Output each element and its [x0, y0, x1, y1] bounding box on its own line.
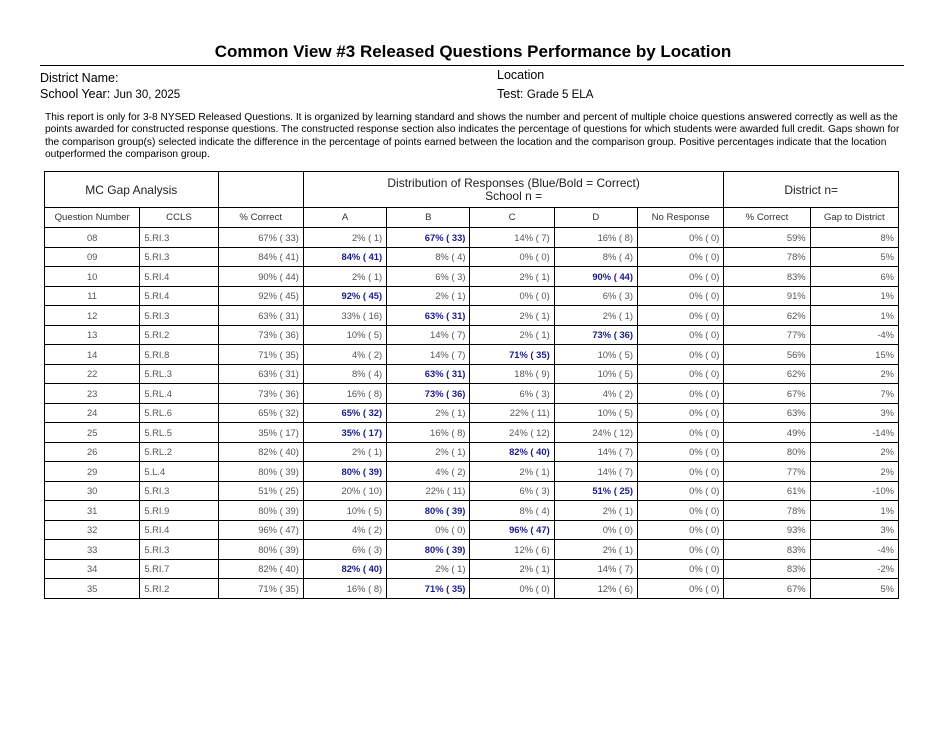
test-value: Grade 5 ELA	[526, 89, 594, 101]
gap-cell: 1%	[810, 501, 898, 521]
table-row	[45, 247, 899, 267]
no-response-cell: 0% ( 0)	[638, 384, 724, 404]
question-number: 25	[45, 423, 140, 443]
option-b-cell: 80% ( 39)	[387, 501, 470, 521]
no-response-cell: 0% ( 0)	[638, 345, 724, 365]
option-b-cell: 4% ( 2)	[387, 462, 470, 482]
option-b-cell: 14% ( 7)	[387, 325, 470, 345]
pct-correct-cell: 67% ( 33)	[218, 228, 303, 248]
option-a-cell: 10% ( 5)	[303, 325, 386, 345]
table-row	[45, 520, 899, 540]
report-description: This report is only for 3-8 NYSED Released Questions. It is organized by learning standard and shows the number and percent of multiple choice questions answered correctly as well as the points awarded for constructed response questions. The constructed response section also indicates the percentage of questions for which students were awarded full credit. Gaps shown for the comparison group(s) selected indicate the difference in the percentage of points earned between the location and the comparison group. Positive percentages indicate that the location outperformed the comparison group.	[45, 112, 900, 161]
option-d-cell: 6% ( 3)	[554, 286, 637, 306]
gap-cell: 5%	[810, 247, 898, 267]
ccls-cell: 5.RL.6	[140, 403, 218, 423]
ccls-cell: 5.RL.4	[140, 384, 218, 404]
gap-cell: 5%	[810, 579, 898, 599]
pct-correct-cell: 80% ( 39)	[218, 462, 303, 482]
pct-correct-cell: 51% ( 25)	[218, 481, 303, 501]
column-header-row	[45, 208, 899, 228]
pct-correct-cell: 65% ( 32)	[218, 403, 303, 423]
option-c-cell: 2% ( 1)	[470, 267, 554, 287]
no-response-cell: 0% ( 0)	[638, 267, 724, 287]
pct-correct-cell: 90% ( 44)	[218, 267, 303, 287]
gap-cell: -2%	[810, 559, 898, 579]
option-d-cell: 2% ( 1)	[554, 501, 637, 521]
option-d-cell: 14% ( 7)	[554, 462, 637, 482]
district-pct-cell: 83%	[724, 540, 810, 560]
option-d-cell: 10% ( 5)	[554, 364, 637, 384]
table-row	[45, 423, 899, 443]
option-a-cell: 2% ( 1)	[303, 228, 386, 248]
table-row	[45, 384, 899, 404]
district-pct-cell: 83%	[724, 559, 810, 579]
table-row	[45, 559, 899, 579]
option-a-cell: 4% ( 2)	[303, 345, 386, 365]
ccls-cell: 5.RL.2	[140, 442, 218, 462]
ccls-cell: 5.RI.3	[140, 247, 218, 267]
pct-correct-cell: 71% ( 35)	[218, 345, 303, 365]
district-pct-cell: 91%	[724, 286, 810, 306]
option-b-cell: 80% ( 39)	[387, 540, 470, 560]
option-d-cell: 2% ( 1)	[554, 540, 637, 560]
option-c-cell: 0% ( 0)	[470, 247, 554, 267]
table-row	[45, 267, 899, 287]
option-b-cell: 67% ( 33)	[387, 228, 470, 248]
option-c-cell: 24% ( 12)	[470, 423, 554, 443]
ccls-cell: 5.RI.3	[140, 540, 218, 560]
option-a-cell: 92% ( 45)	[303, 286, 386, 306]
district-pct-cell: 61%	[724, 481, 810, 501]
district-pct-cell: 80%	[724, 442, 810, 462]
district-name-label: District Name:	[40, 71, 119, 85]
gap-cell: 1%	[810, 286, 898, 306]
title-divider	[40, 65, 904, 66]
option-a-cell: 65% ( 32)	[303, 403, 386, 423]
option-d-cell: 24% ( 12)	[554, 423, 637, 443]
ccls-cell: 5.RL.3	[140, 364, 218, 384]
col-no-response: No Response	[638, 208, 724, 228]
ccls-cell: 5.RI.4	[140, 286, 218, 306]
pct-correct-cell: 73% ( 36)	[218, 325, 303, 345]
option-b-cell: 16% ( 8)	[387, 423, 470, 443]
option-b-cell: 71% ( 35)	[387, 579, 470, 599]
no-response-cell: 0% ( 0)	[638, 481, 724, 501]
ccls-cell: 5.RI.4	[140, 267, 218, 287]
option-b-cell: 8% ( 4)	[387, 247, 470, 267]
option-d-cell: 14% ( 7)	[554, 559, 637, 579]
no-response-cell: 0% ( 0)	[638, 228, 724, 248]
no-response-cell: 0% ( 0)	[638, 462, 724, 482]
question-number: 22	[45, 364, 140, 384]
district-n-header: District n=	[724, 172, 899, 208]
ccls-cell: 5.RI.8	[140, 345, 218, 365]
ccls-cell: 5.RI.7	[140, 559, 218, 579]
gap-cell: 2%	[810, 462, 898, 482]
option-b-cell: 2% ( 1)	[387, 442, 470, 462]
gap-cell: -10%	[810, 481, 898, 501]
option-c-cell: 96% ( 47)	[470, 520, 554, 540]
option-c-cell: 18% ( 9)	[470, 364, 554, 384]
gap-cell: 8%	[810, 228, 898, 248]
col-district-pct-correct: % Correct	[724, 208, 810, 228]
district-pct-cell: 78%	[724, 501, 810, 521]
option-d-cell: 8% ( 4)	[554, 247, 637, 267]
pct-correct-cell: 73% ( 36)	[218, 384, 303, 404]
gap-cell: -4%	[810, 325, 898, 345]
question-number: 24	[45, 403, 140, 423]
question-number: 08	[45, 228, 140, 248]
option-a-cell: 20% ( 10)	[303, 481, 386, 501]
test-label: Test:	[497, 87, 524, 101]
option-d-cell: 12% ( 6)	[554, 579, 637, 599]
no-response-cell: 0% ( 0)	[638, 364, 724, 384]
option-b-cell: 14% ( 7)	[387, 345, 470, 365]
option-a-cell: 33% ( 16)	[303, 306, 386, 326]
option-d-cell: 14% ( 7)	[554, 442, 637, 462]
gap-cell: 1%	[810, 306, 898, 326]
school-year-label: School Year:	[40, 87, 111, 101]
ccls-cell: 5.RL.5	[140, 423, 218, 443]
col-pct-correct: % Correct	[218, 208, 303, 228]
question-number: 26	[45, 442, 140, 462]
option-c-cell: 22% ( 11)	[470, 403, 554, 423]
option-c-cell: 2% ( 1)	[470, 462, 554, 482]
table-row	[45, 306, 899, 326]
option-b-cell: 0% ( 0)	[387, 520, 470, 540]
no-response-cell: 0% ( 0)	[638, 540, 724, 560]
pct-correct-cell: 84% ( 41)	[218, 247, 303, 267]
mc-gap-table	[44, 171, 899, 599]
option-c-cell: 71% ( 35)	[470, 345, 554, 365]
option-d-cell: 10% ( 5)	[554, 403, 637, 423]
col-ccls: CCLS	[140, 208, 218, 228]
gap-cell: 7%	[810, 384, 898, 404]
option-a-cell: 2% ( 1)	[303, 442, 386, 462]
option-b-cell: 73% ( 36)	[387, 384, 470, 404]
option-c-cell: 6% ( 3)	[470, 481, 554, 501]
ccls-cell: 5.RI.3	[140, 306, 218, 326]
ccls-cell: 5.RI.3	[140, 481, 218, 501]
option-d-cell: 90% ( 44)	[554, 267, 637, 287]
school-year	[40, 87, 180, 101]
question-number: 33	[45, 540, 140, 560]
pct-correct-cell: 71% ( 35)	[218, 579, 303, 599]
pct-correct-cell: 82% ( 40)	[218, 559, 303, 579]
gap-cell: 3%	[810, 520, 898, 540]
district-pct-cell: 59%	[724, 228, 810, 248]
gap-cell: 3%	[810, 403, 898, 423]
group-header-row	[45, 172, 899, 208]
option-d-cell: 0% ( 0)	[554, 520, 637, 540]
district-pct-cell: 62%	[724, 306, 810, 326]
no-response-cell: 0% ( 0)	[638, 579, 724, 599]
distribution-title: Distribution of Responses (Blue/Bold = Correct)	[387, 175, 640, 190]
mc-gap-header: MC Gap Analysis	[45, 172, 219, 208]
district-pct-cell: 77%	[724, 325, 810, 345]
pct-correct-cell: 92% ( 45)	[218, 286, 303, 306]
option-d-cell: 10% ( 5)	[554, 345, 637, 365]
option-a-cell: 82% ( 40)	[303, 559, 386, 579]
gap-cell: 6%	[810, 267, 898, 287]
pct-correct-cell: 63% ( 31)	[218, 306, 303, 326]
question-number: 14	[45, 345, 140, 365]
district-pct-cell: 56%	[724, 345, 810, 365]
no-response-cell: 0% ( 0)	[638, 306, 724, 326]
table-row	[45, 345, 899, 365]
table-row	[45, 540, 899, 560]
col-b: B	[387, 208, 470, 228]
gap-cell: 15%	[810, 345, 898, 365]
pct-correct-cell: 35% ( 17)	[218, 423, 303, 443]
pct-correct-cell: 80% ( 39)	[218, 540, 303, 560]
option-a-cell: 2% ( 1)	[303, 267, 386, 287]
table-row	[45, 403, 899, 423]
col-c: C	[470, 208, 554, 228]
table-row	[45, 501, 899, 521]
district-pct-cell: 49%	[724, 423, 810, 443]
ccls-cell: 5.L.4	[140, 462, 218, 482]
option-c-cell: 2% ( 1)	[470, 325, 554, 345]
district-pct-cell: 83%	[724, 267, 810, 287]
table-row	[45, 364, 899, 384]
question-number: 30	[45, 481, 140, 501]
table-row	[45, 442, 899, 462]
table-row	[45, 286, 899, 306]
district-pct-cell: 77%	[724, 462, 810, 482]
school-n: School n =	[485, 188, 543, 203]
option-c-cell: 6% ( 3)	[470, 384, 554, 404]
report-title: Common View #3 Released Questions Performance by Location	[214, 42, 732, 61]
ccls-cell: 5.RI.2	[140, 325, 218, 345]
ccls-cell: 5.RI.9	[140, 501, 218, 521]
question-number: 13	[45, 325, 140, 345]
col-a: A	[303, 208, 386, 228]
gap-cell: -4%	[810, 540, 898, 560]
table-row	[45, 325, 899, 345]
table-row	[45, 228, 899, 248]
table-row	[45, 579, 899, 599]
option-b-cell: 2% ( 1)	[387, 286, 470, 306]
option-a-cell: 16% ( 8)	[303, 579, 386, 599]
option-c-cell: 12% ( 6)	[470, 540, 554, 560]
option-c-cell: 8% ( 4)	[470, 501, 554, 521]
no-response-cell: 0% ( 0)	[638, 501, 724, 521]
district-pct-cell: 78%	[724, 247, 810, 267]
option-c-cell: 82% ( 40)	[470, 442, 554, 462]
option-d-cell: 16% ( 8)	[554, 228, 637, 248]
option-d-cell: 2% ( 1)	[554, 306, 637, 326]
blank-header-cell	[218, 172, 303, 208]
option-a-cell: 10% ( 5)	[303, 501, 386, 521]
option-b-cell: 63% ( 31)	[387, 364, 470, 384]
gap-cell: -14%	[810, 423, 898, 443]
gap-cell: 2%	[810, 364, 898, 384]
table-row	[45, 462, 899, 482]
no-response-cell: 0% ( 0)	[638, 325, 724, 345]
district-pct-cell: 62%	[724, 364, 810, 384]
option-a-cell: 84% ( 41)	[303, 247, 386, 267]
option-d-cell: 73% ( 36)	[554, 325, 637, 345]
question-number: 34	[45, 559, 140, 579]
col-gap-to-district: Gap to District	[810, 208, 898, 228]
question-number: 12	[45, 306, 140, 326]
question-number: 32	[45, 520, 140, 540]
ccls-cell: 5.RI.3	[140, 228, 218, 248]
option-a-cell: 8% ( 4)	[303, 364, 386, 384]
question-number: 11	[45, 286, 140, 306]
option-a-cell: 4% ( 2)	[303, 520, 386, 540]
option-b-cell: 2% ( 1)	[387, 559, 470, 579]
pct-correct-cell: 96% ( 47)	[218, 520, 303, 540]
no-response-cell: 0% ( 0)	[638, 442, 724, 462]
pct-correct-cell: 63% ( 31)	[218, 364, 303, 384]
distribution-header	[303, 172, 723, 208]
question-number: 23	[45, 384, 140, 404]
pct-correct-cell: 80% ( 39)	[218, 501, 303, 521]
question-number: 29	[45, 462, 140, 482]
option-c-cell: 0% ( 0)	[470, 579, 554, 599]
gap-cell: 2%	[810, 442, 898, 462]
option-d-cell: 4% ( 2)	[554, 384, 637, 404]
question-number: 31	[45, 501, 140, 521]
col-d: D	[554, 208, 637, 228]
option-c-cell: 2% ( 1)	[470, 306, 554, 326]
ccls-cell: 5.RI.4	[140, 520, 218, 540]
district-pct-cell: 67%	[724, 579, 810, 599]
district-pct-cell: 67%	[724, 384, 810, 404]
question-number: 09	[45, 247, 140, 267]
district-pct-cell: 93%	[724, 520, 810, 540]
col-question-number: Question Number	[45, 208, 140, 228]
option-b-cell: 6% ( 3)	[387, 267, 470, 287]
option-d-cell: 51% ( 25)	[554, 481, 637, 501]
option-a-cell: 80% ( 39)	[303, 462, 386, 482]
no-response-cell: 0% ( 0)	[638, 403, 724, 423]
option-c-cell: 14% ( 7)	[470, 228, 554, 248]
ccls-cell: 5.RI.2	[140, 579, 218, 599]
school-year-value: Jun 30, 2025	[113, 89, 181, 101]
pct-correct-cell: 82% ( 40)	[218, 442, 303, 462]
option-c-cell: 0% ( 0)	[470, 286, 554, 306]
no-response-cell: 0% ( 0)	[638, 559, 724, 579]
no-response-cell: 0% ( 0)	[638, 247, 724, 267]
district-pct-cell: 63%	[724, 403, 810, 423]
no-response-cell: 0% ( 0)	[638, 423, 724, 443]
option-a-cell: 6% ( 3)	[303, 540, 386, 560]
test-info	[497, 87, 593, 101]
option-b-cell: 2% ( 1)	[387, 403, 470, 423]
table-row	[45, 481, 899, 501]
question-number: 35	[45, 579, 140, 599]
option-a-cell: 16% ( 8)	[303, 384, 386, 404]
no-response-cell: 0% ( 0)	[638, 520, 724, 540]
option-a-cell: 35% ( 17)	[303, 423, 386, 443]
question-number: 10	[45, 267, 140, 287]
option-b-cell: 63% ( 31)	[387, 306, 470, 326]
option-b-cell: 22% ( 11)	[387, 481, 470, 501]
option-c-cell: 2% ( 1)	[470, 559, 554, 579]
location-label: Location	[497, 68, 545, 82]
no-response-cell: 0% ( 0)	[638, 286, 724, 306]
